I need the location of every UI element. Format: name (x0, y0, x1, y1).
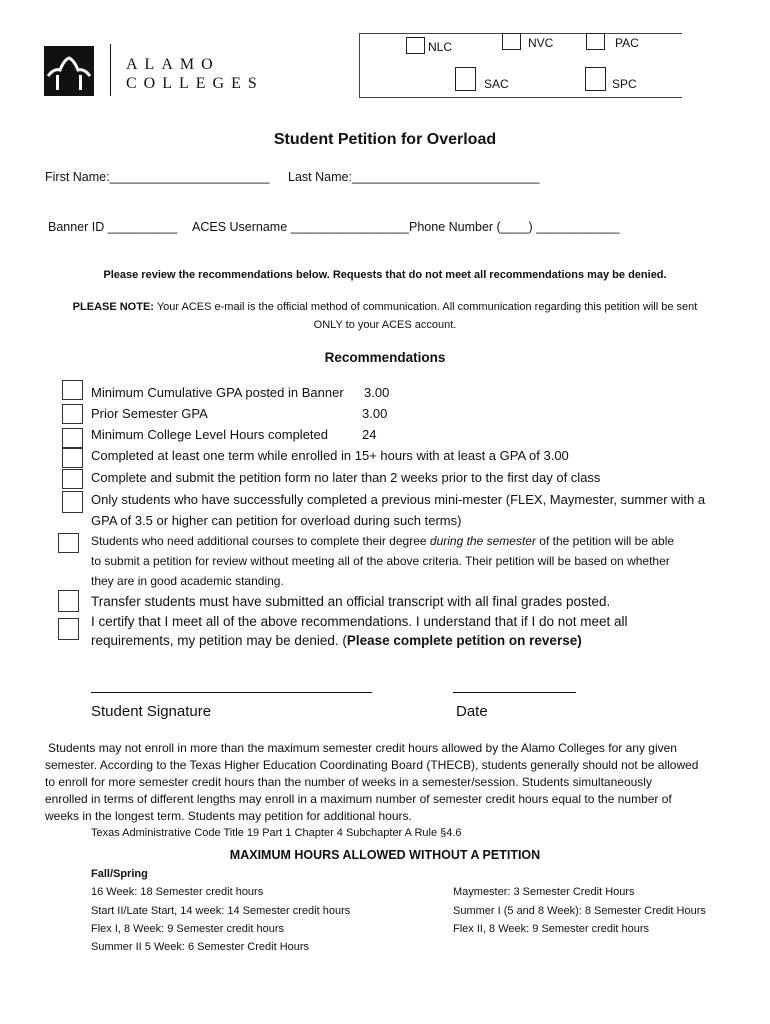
policy-line-5: weeks in the longest term. Students may petition for additional hours. (45, 809, 412, 823)
rec-degree-text-em: during the semester (429, 534, 536, 548)
rec-checkbox-3[interactable] (62, 428, 83, 448)
max-hours-right-2: Summer I (5 and 8 Week): 8 Semester Credit Hours (453, 905, 706, 917)
policy-line-3: to enroll for more semester credit hours than the number of weeks in a semester/session. Students simultaneously (45, 775, 652, 789)
alamo-logo-mark (44, 46, 94, 96)
rec-checkbox-6[interactable] (62, 491, 83, 513)
policy-line-4: enrolled in terms of different lengths may enroll in a maximum number of semester credit hours equal to the number of (45, 792, 672, 806)
rec-certify-text: requirements, my petition may be denied. ( (91, 633, 347, 648)
student-signature-label: Student Signature (91, 703, 212, 720)
max-hours-left-1: 16 Week: 18 Semester credit hours (91, 886, 264, 898)
rec-checkbox-8[interactable] (58, 590, 79, 612)
policy-line-1: Students may not enroll in more than the maximum semester credit hours allowed by the Alamo Colleges for any given (48, 741, 677, 755)
please-note (0, 301, 770, 313)
aces-username-field[interactable]: ACES Username _________________ (192, 220, 409, 234)
logo-divider (110, 44, 111, 96)
max-hours-left-2: Start II/Late Start, 14 week: 14 Semester credit hours (91, 905, 351, 917)
last-name-field[interactable]: Last Name:___________________________ (288, 170, 540, 184)
please-note-label: PLEASE NOTE: (72, 301, 154, 313)
max-hours-right-3: Flex II, 8 Week: 9 Semester credit hours (453, 923, 650, 935)
rec-college-hours-value: 24 (362, 427, 377, 442)
rec-checkbox-7[interactable] (58, 533, 79, 553)
phone-number-field[interactable]: Phone Number (____) ____________ (409, 220, 620, 234)
campus-label-sac: SAC (484, 77, 509, 91)
rec-certify-line-2 (91, 633, 582, 648)
rec-certify-line-1: I certify that I meet all of the above recommendations. I understand that if I do not meet all (91, 614, 628, 629)
rec-mini-mester-line-2: GPA of 3.5 or higher can petition for overload during such terms) (91, 513, 462, 528)
rec-prior-gpa: Prior Semester GPA (91, 406, 208, 421)
date-line[interactable] (453, 692, 576, 693)
checkbox-nlc[interactable] (406, 37, 425, 54)
first-name-field[interactable]: First Name:_______________________ (45, 170, 270, 184)
policy-reference: Texas Administrative Code Title 19 Part 1 Chapter 4 Subchapter A Rule §4.6 (91, 827, 462, 839)
rec-checkbox-9[interactable] (58, 618, 79, 640)
logo-text-colleges: COLLEGES (126, 75, 264, 92)
rec-checkbox-1[interactable] (62, 380, 83, 400)
max-hours-right-1: Maymester: 3 Semester Credit Hours (453, 886, 635, 898)
recommendations-heading: Recommendations (324, 350, 446, 365)
rec-checkbox-4[interactable] (62, 448, 83, 468)
logo-text-alamo: ALAMO (126, 56, 220, 73)
rec-degree-completion-line-3: they are in good academic standing. (91, 574, 284, 588)
rec-gpa-banner: Minimum Cumulative GPA posted in Banner (91, 385, 344, 400)
rec-prior-gpa-value: 3.00 (362, 406, 388, 421)
rec-transfer-transcript: Transfer students must have submitted an official transcript with all final grades posted. (91, 594, 611, 609)
max-hours-left-3: Flex I, 8 Week: 9 Semester credit hours (91, 923, 284, 935)
rec-gpa-banner-value: 3.00 (364, 385, 390, 400)
please-note-text-2: ONLY to your ACES account. (313, 319, 457, 331)
signature-line[interactable] (91, 692, 372, 693)
checkbox-spc[interactable] (585, 67, 606, 91)
rec-checkbox-2[interactable] (62, 404, 83, 424)
date-label: Date (456, 703, 488, 720)
rec-degree-text-post: of the petition will be able (535, 534, 675, 548)
please-note-text: Your ACES e-mail is the official method of communication. All communication regarding this petition will be sent (153, 301, 698, 313)
checkbox-nvc[interactable] (502, 33, 521, 50)
banner-id-field[interactable]: Banner ID __________ (48, 220, 178, 234)
campus-label-nvc: NVC (528, 36, 554, 50)
campus-label-spc: SPC (612, 77, 637, 91)
fall-spring-label: Fall/Spring (91, 868, 148, 880)
rec-mini-mester-line-1: Only students who have successfully completed a previous mini-mester (FLEX, Maymester, summer with a (91, 492, 706, 507)
rec-degree-completion-line-1 (91, 534, 674, 548)
checkbox-pac[interactable] (586, 33, 605, 50)
max-hours-left-4: Summer II 5 Week: 6 Semester Credit Hours (91, 941, 310, 953)
campus-label-pac: PAC (615, 36, 639, 50)
campus-label-nlc: NLC (428, 40, 453, 54)
rec-submit-deadline: Complete and submit the petition form no later than 2 weeks prior to the first day of class (91, 470, 601, 485)
mission-arch-icon (44, 46, 94, 96)
rec-15-hours: Completed at least one term while enrolled in 15+ hours with at least a GPA of 3.00 (91, 448, 569, 463)
review-notice: Please review the recommendations below. Requests that do not meet all recommendations may be denied. (103, 269, 667, 281)
policy-line-2: semester. According to the Texas Higher Education Coordinating Board (THECB), students generally should not be allowed (45, 758, 699, 772)
max-hours-heading: MAXIMUM HOURS ALLOWED WITHOUT A PETITION (229, 848, 541, 862)
form-title: Student Petition for Overload (273, 131, 497, 148)
rec-checkbox-5[interactable] (62, 469, 83, 489)
rec-degree-completion-line-2: to submit a petition for review without meeting all of the above criteria. Their petition will be based on whether (91, 554, 670, 568)
rec-certify-bold: Please complete petition on reverse) (346, 633, 582, 648)
rec-degree-text-pre: Students who need additional courses to complete their degree (91, 534, 430, 548)
rec-college-hours: Minimum College Level Hours completed (91, 427, 328, 442)
checkbox-sac[interactable] (455, 67, 476, 91)
